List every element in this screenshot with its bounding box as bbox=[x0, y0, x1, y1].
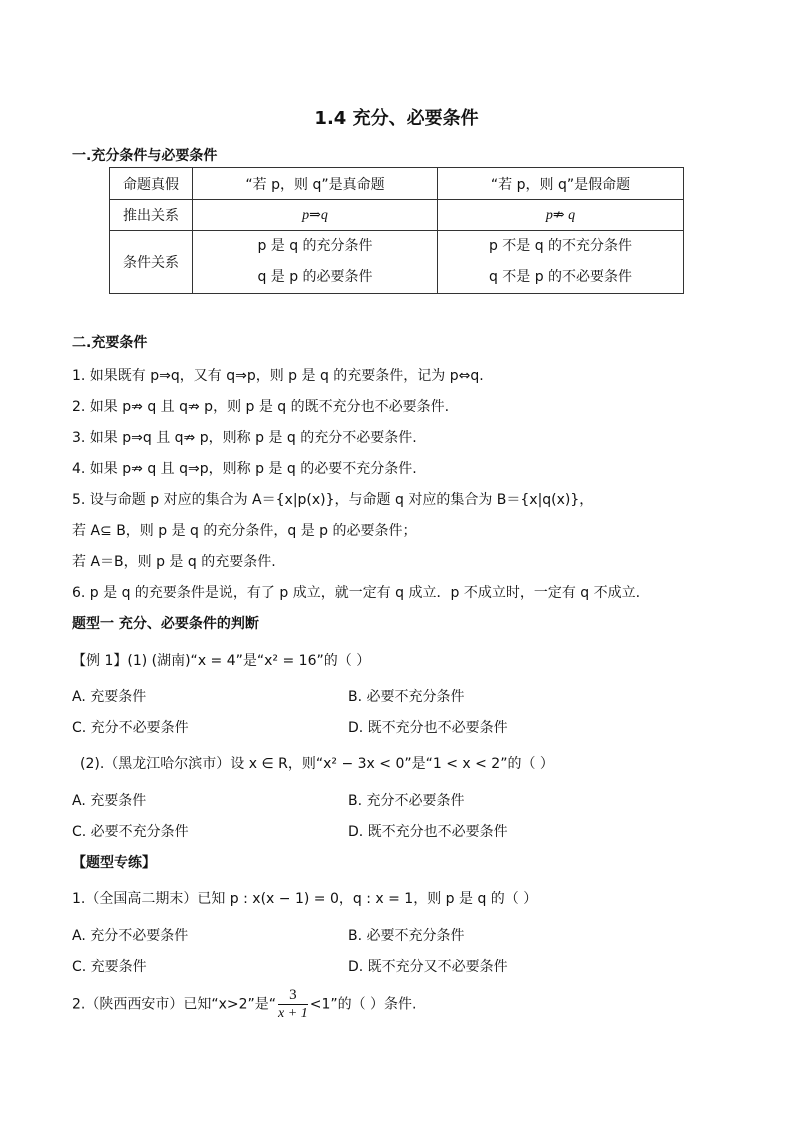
option-d: D. 既不充分也不必要条件 bbox=[348, 824, 508, 840]
list-item: 1. 如果既有 p⇒q，又有 q⇒p，则 p 是 q 的充要条件，记为 p⇔q. bbox=[72, 368, 484, 384]
table-cell: 命题真假 bbox=[110, 168, 193, 200]
conditions-table bbox=[109, 167, 684, 294]
fraction-denominator: x + 1 bbox=[278, 1006, 308, 1021]
fraction bbox=[278, 986, 308, 1023]
table-cell: “若 p，则 q”是真命题 bbox=[193, 168, 438, 200]
list-item: 4. 如果 p⇏ q 且 q⇒p，则称 p 是 q 的必要不充分条件. bbox=[72, 461, 417, 477]
example2-stem: (2).（黑龙江哈尔滨市）设 x ∈ R，则“x² − 3x < 0”是“1 < x < 2”的（ ） bbox=[80, 756, 554, 772]
list-item: 2. 如果 p⇏ q 且 q⇏ p，则 p 是 q 的既不充分也不必要条件. bbox=[72, 399, 450, 415]
table-cell bbox=[193, 231, 438, 294]
table-cell: 条件关系 bbox=[110, 231, 193, 294]
option-a: A. 充要条件 bbox=[72, 793, 147, 809]
table-cell: “若 p，则 q”是假命题 bbox=[438, 168, 684, 200]
example1-stem: 【例 1】(1) (湖南)“x = 4”是“x² = 16”的（ ） bbox=[72, 653, 371, 669]
page-title: 1.4 充分、必要条件 bbox=[314, 108, 479, 129]
option-c: C. 必要不充分条件 bbox=[72, 824, 189, 840]
option-b: B. 必要不充分条件 bbox=[348, 689, 465, 705]
type1-heading: 题型一 充分、必要条件的判断 bbox=[72, 616, 259, 632]
cell-line: q 不是 p 的不必要条件 bbox=[488, 269, 633, 285]
option-c: C. 充要条件 bbox=[72, 959, 147, 975]
cell-line: q 是 p 的必要条件 bbox=[257, 269, 373, 285]
option-c: C. 充分不必要条件 bbox=[72, 720, 189, 736]
table-cell: p⇏ q bbox=[438, 200, 684, 231]
option-b: B. 必要不充分条件 bbox=[348, 928, 465, 944]
option-d: D. 既不充分也不必要条件 bbox=[348, 720, 508, 736]
section1-heading: 一.充分条件与必要条件 bbox=[72, 148, 218, 164]
practice-heading: 【题型专练】 bbox=[72, 855, 156, 871]
table-cell: 推出关系 bbox=[110, 200, 193, 231]
option-b: B. 充分不必要条件 bbox=[348, 793, 465, 809]
section2-heading: 二.充要条件 bbox=[72, 335, 148, 351]
list-item: 6. p 是 q 的充要条件是说，有了 p 成立，就一定有 q 成立．p 不成立时，一定有 q 不成立. bbox=[72, 585, 641, 601]
stem-text: <1”的（ ）条件. bbox=[309, 996, 417, 1013]
fraction-numerator: 3 bbox=[278, 986, 308, 1005]
cell-line: p 不是 q 的不充分条件 bbox=[488, 238, 633, 254]
list-item: 若 A⊆ B，则 p 是 q 的充分条件，q 是 p 的必要条件； bbox=[72, 523, 417, 539]
list-item: 5. 设与命题 p 对应的集合为 A＝{x|p(x)}，与命题 q 对应的集合为 B＝{x|q(x)}， bbox=[72, 492, 594, 508]
stem-text: 2.（陕西西安市）已知“x>2”是“ bbox=[72, 996, 277, 1013]
list-item: 3. 如果 p⇒q 且 q⇏ p，则称 p 是 q 的充分不必要条件. bbox=[72, 430, 417, 446]
cell-line: p 是 q 的充分条件 bbox=[257, 238, 373, 254]
practice1-stem: 1.（全国高二期末）已知 p : x(x − 1) = 0，q : x = 1，则 p 是 q 的（ ） bbox=[72, 891, 538, 907]
table-cell: p⇒q bbox=[193, 200, 438, 231]
table-cell bbox=[438, 231, 684, 294]
list-item: 若 A＝B，则 p 是 q 的充要条件. bbox=[72, 554, 276, 570]
table-row bbox=[110, 168, 684, 200]
practice2-stem bbox=[72, 986, 417, 1023]
table-row bbox=[110, 231, 684, 294]
option-a: A. 充要条件 bbox=[72, 689, 147, 705]
option-d: D. 既不充分又不必要条件 bbox=[348, 959, 508, 975]
table-row bbox=[110, 200, 684, 231]
option-a: A. 充分不必要条件 bbox=[72, 928, 189, 944]
